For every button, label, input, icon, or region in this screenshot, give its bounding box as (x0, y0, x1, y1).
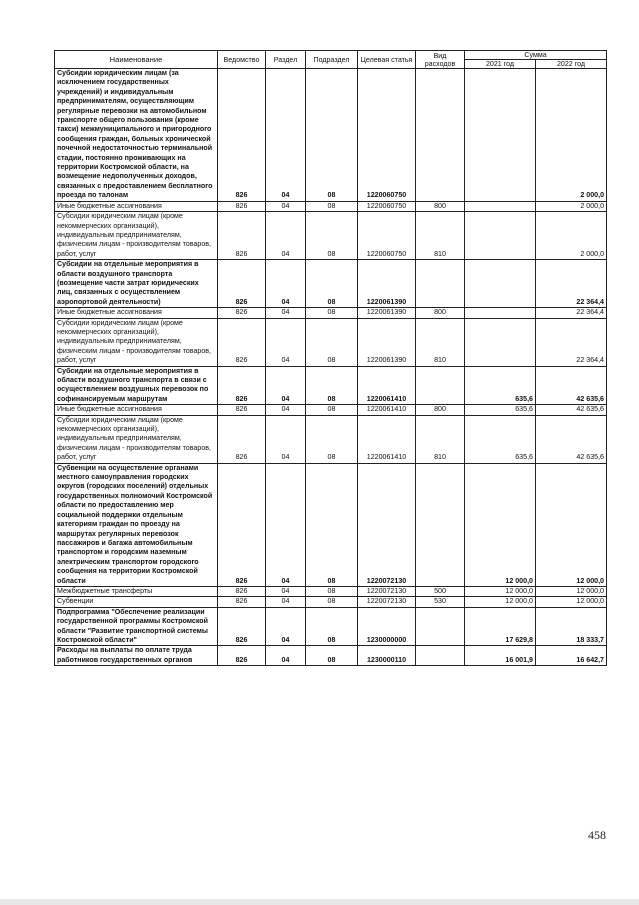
header-subsection: Подраздел (306, 51, 358, 69)
header-dept: Ведомство (218, 51, 266, 69)
cell-2022: 12 000,0 (536, 586, 607, 596)
header-year-2022: 2022 год (536, 60, 607, 69)
cell-2021 (465, 318, 536, 366)
cell-name: Субсидии на отдельные мероприятия в области воздушного транспорта в связи с осуществлением воздушных перевозок по софинансируемым маршрутам (55, 366, 218, 405)
cell-exptype (416, 366, 465, 405)
cell-name: Межбюджетные трансферты (55, 586, 218, 596)
cell-2022: 22 364,4 (536, 318, 607, 366)
cell-dept: 826 (218, 201, 266, 211)
cell-2021 (465, 201, 536, 211)
cell-exptype (416, 607, 465, 646)
cell-target: 1220061410 (358, 415, 416, 463)
cell-dept: 826 (218, 597, 266, 607)
cell-name: Субсидии юридическим лицам (за исключением государственных учреждений) и индивидуальным предпринимателям, осуществляющим регулярные перевозки на автомобильном транспорте общего пользования (кроме такси) межмуниципального и пригородного сообщения граждан, больных хронической почечной недостаточностью терминальной стадии, постоянно проживающих на территории Костромской области, на возмещение недополученных доходов, связанных с предоставлением бесплатного проезда по талонам (55, 69, 218, 202)
cell-name: Субсидии юридическим лицам (кроме некоммерческих организаций), индивидуальным предпринимателям, физическим лицам - производителям товаров, работ, услуг (55, 318, 218, 366)
cell-dept: 826 (218, 69, 266, 202)
cell-exptype (416, 646, 465, 666)
cell-2021: 635,6 (465, 366, 536, 405)
cell-2022: 2 000,0 (536, 69, 607, 202)
cell-name: Субвенции (55, 597, 218, 607)
cell-2022: 16 642,7 (536, 646, 607, 666)
cell-2022: 12 000,0 (536, 463, 607, 586)
cell-section: 04 (266, 463, 306, 586)
cell-exptype (416, 260, 465, 308)
table-body (55, 69, 607, 666)
table-row (55, 318, 607, 366)
cell-2022: 2 000,0 (536, 212, 607, 260)
cell-section: 04 (266, 201, 306, 211)
cell-exptype (416, 69, 465, 202)
cell-name: Иные бюджетные ассигнования (55, 201, 218, 211)
cell-target: 1220061390 (358, 318, 416, 366)
cell-target: 1220060750 (358, 201, 416, 211)
cell-target: 1220072130 (358, 463, 416, 586)
cell-target: 1230000110 (358, 646, 416, 666)
cell-dept: 826 (218, 212, 266, 260)
cell-exptype: 500 (416, 586, 465, 596)
table-row (55, 597, 607, 607)
cell-exptype (416, 463, 465, 586)
cell-subsection: 08 (306, 607, 358, 646)
footer-strip (0, 899, 639, 905)
cell-2022: 42 635,6 (536, 366, 607, 405)
cell-exptype: 800 (416, 405, 465, 415)
cell-2022: 2 000,0 (536, 201, 607, 211)
cell-subsection: 08 (306, 405, 358, 415)
table-row (55, 586, 607, 596)
cell-dept: 826 (218, 308, 266, 318)
cell-dept: 826 (218, 318, 266, 366)
cell-subsection: 08 (306, 366, 358, 405)
cell-2021: 16 001,9 (465, 646, 536, 666)
cell-2021 (465, 308, 536, 318)
cell-subsection: 08 (306, 201, 358, 211)
cell-subsection: 08 (306, 463, 358, 586)
cell-target: 1220061410 (358, 405, 416, 415)
cell-name: Субсидии юридическим лицам (кроме некоммерческих организаций), индивидуальным предпринимателям, физическим лицам - производителям товаров, работ, услуг (55, 415, 218, 463)
cell-exptype: 800 (416, 308, 465, 318)
cell-name: Субвенции на осуществление органами местного самоуправления городских округов (городских поселений) отдельных государственных полномочий Костромской области по предоставлению мер социальной поддержки отдельным категориям граждан по проезду на маршрутах регулярных перевозок пассажиров и багажа автомобильным транспортом и городским наземным электрическим транспортом городского сообщения на территории Костромской области (55, 463, 218, 586)
cell-subsection: 08 (306, 212, 358, 260)
cell-dept: 826 (218, 260, 266, 308)
cell-target: 1220072130 (358, 586, 416, 596)
cell-2022: 42 635,6 (536, 405, 607, 415)
cell-dept: 826 (218, 463, 266, 586)
cell-target: 1220072130 (358, 597, 416, 607)
table-row (55, 308, 607, 318)
header-year-2021: 2021 год (465, 60, 536, 69)
cell-subsection: 08 (306, 646, 358, 666)
header-section: Раздел (266, 51, 306, 69)
budget-table (54, 50, 607, 666)
cell-target: 1220060750 (358, 69, 416, 202)
cell-2021: 12 000,0 (465, 586, 536, 596)
cell-name: Субсидии на отдельные мероприятия в области воздушного транспорта (возмещение части затрат юридических лиц, связанных с осуществлением аэропортовой деятельности) (55, 260, 218, 308)
cell-name: Иные бюджетные ассигнования (55, 405, 218, 415)
cell-subsection: 08 (306, 415, 358, 463)
cell-target: 1220061390 (358, 260, 416, 308)
table-row (55, 405, 607, 415)
cell-section: 04 (266, 69, 306, 202)
table-row (55, 463, 607, 586)
cell-2022: 22 364,4 (536, 260, 607, 308)
cell-2022: 22 364,4 (536, 308, 607, 318)
header-name: Наименование (55, 51, 218, 69)
cell-target: 1230000000 (358, 607, 416, 646)
table-row (55, 212, 607, 260)
cell-subsection: 08 (306, 69, 358, 202)
cell-2021 (465, 69, 536, 202)
cell-dept: 826 (218, 415, 266, 463)
table-row (55, 646, 607, 666)
cell-2022: 42 635,6 (536, 415, 607, 463)
cell-name: Расходы на выплаты по оплате труда работников государственных органов (55, 646, 218, 666)
cell-subsection: 08 (306, 597, 358, 607)
cell-dept: 826 (218, 607, 266, 646)
header-sum: Сумма (465, 51, 607, 60)
cell-exptype: 810 (416, 415, 465, 463)
cell-exptype: 530 (416, 597, 465, 607)
cell-2021 (465, 212, 536, 260)
cell-section: 04 (266, 586, 306, 596)
cell-2021 (465, 260, 536, 308)
cell-exptype: 800 (416, 201, 465, 211)
table-row (55, 366, 607, 405)
cell-dept: 826 (218, 586, 266, 596)
cell-target: 1220060750 (358, 212, 416, 260)
cell-section: 04 (266, 607, 306, 646)
cell-subsection: 08 (306, 318, 358, 366)
page-number: 458 (588, 828, 606, 842)
cell-section: 04 (266, 318, 306, 366)
cell-2021: 635,6 (465, 415, 536, 463)
cell-exptype: 810 (416, 318, 465, 366)
cell-2021: 17 629,8 (465, 607, 536, 646)
cell-dept: 826 (218, 366, 266, 405)
cell-subsection: 08 (306, 586, 358, 596)
cell-section: 04 (266, 260, 306, 308)
cell-subsection: 08 (306, 260, 358, 308)
cell-section: 04 (266, 308, 306, 318)
header-exptype: Вид расходов (416, 51, 465, 69)
cell-section: 04 (266, 366, 306, 405)
cell-section: 04 (266, 646, 306, 666)
cell-subsection: 08 (306, 308, 358, 318)
header-target: Целевая статья (358, 51, 416, 69)
cell-2021: 12 000,0 (465, 597, 536, 607)
cell-section: 04 (266, 415, 306, 463)
cell-dept: 826 (218, 646, 266, 666)
cell-target: 1220061410 (358, 366, 416, 405)
cell-2021: 12 000,0 (465, 463, 536, 586)
table-row (55, 260, 607, 308)
cell-2021: 635,6 (465, 405, 536, 415)
cell-section: 04 (266, 212, 306, 260)
cell-dept: 826 (218, 405, 266, 415)
cell-exptype: 810 (416, 212, 465, 260)
cell-2022: 18 333,7 (536, 607, 607, 646)
cell-target: 1220061390 (358, 308, 416, 318)
table-row (55, 201, 607, 211)
table-row (55, 607, 607, 646)
cell-section: 04 (266, 405, 306, 415)
cell-section: 04 (266, 597, 306, 607)
cell-2022: 12 000,0 (536, 597, 607, 607)
cell-name: Подпрограмма "Обеспечение реализации государственной программы Костромской области "Развитие транспортной системы Костромской области" (55, 607, 218, 646)
cell-name: Иные бюджетные ассигнования (55, 308, 218, 318)
table-row (55, 415, 607, 463)
table-row (55, 69, 607, 202)
cell-name: Субсидии юридическим лицам (кроме некоммерческих организаций), индивидуальным предпринимателям, физическим лицам - производителям товаров, работ, услуг (55, 212, 218, 260)
